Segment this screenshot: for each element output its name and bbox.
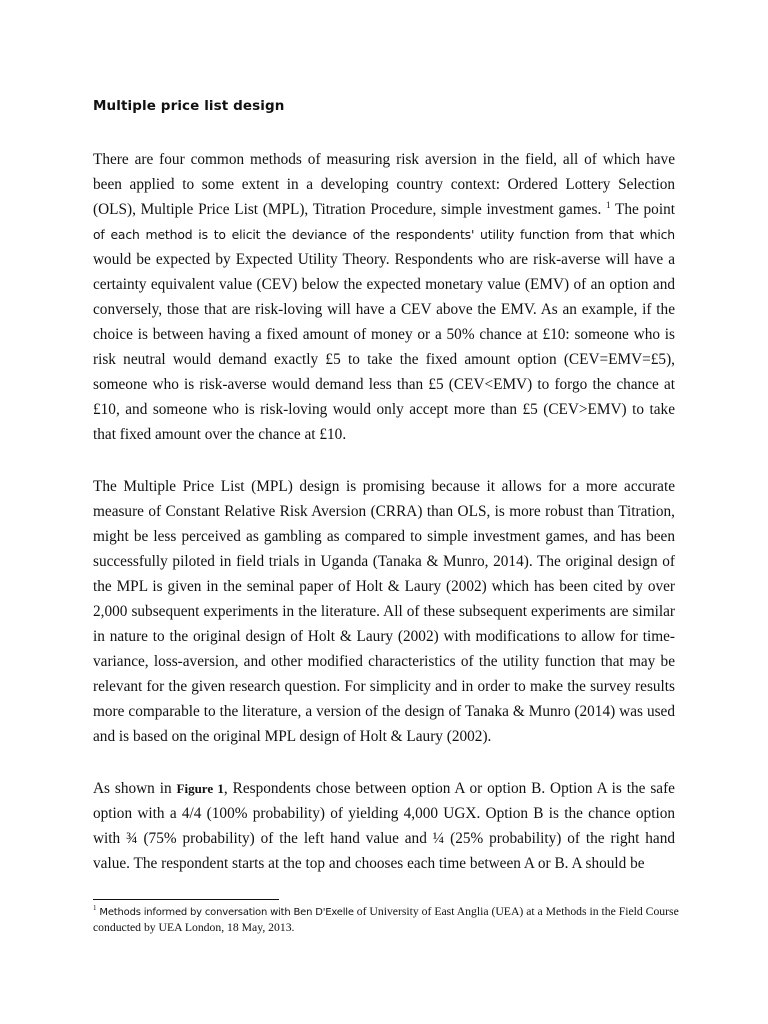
section-heading: Multiple price list design bbox=[93, 98, 285, 114]
p1-sentence-3: of each method is to elicit the deviance of the respondents' utility function from that which bbox=[93, 227, 675, 242]
footnote-lead: Methods informed by conversation with Ben D'Exelle bbox=[99, 907, 354, 918]
paragraph-figure-description bbox=[93, 776, 675, 876]
paragraph-mpl-design: The Multiple Price List (MPL) design is promising because it allows for a more accurate measure of Constant Relative Risk Aversion (CRRA) than OLS, is more robust than Titration, might be less perceived as gambling as compared to simple investment games, and has been successfully piloted in field trials in Uganda (Tanaka & Munro, 2014). The original design of the MPL is given in the seminal paper of Holt & Laury (2002) which has been cited by over 2,000 subsequent experiments in the literature. All of these subsequent experiments are similar in nature to the original design of Holt & Laury (2002) with modifications to allow for time-variance, loss-aversion, and other modified characteristics of the utility function that may be relevant for the given research question. For simplicity and in order to make the survey results more comparable to the literature, a version of the design of Tanaka & Munro (2014) was used and is based on the original MPL design of Holt & Laury (2002). bbox=[93, 478, 675, 745]
footnote bbox=[93, 904, 683, 935]
footnote-marker: 1 bbox=[93, 904, 97, 913]
p3-lead: As shown in bbox=[93, 780, 172, 797]
p3-rest: , Respondents chose between option A or option B. Option A is the safe option with a 4/4 (100% probability) of yielding 4,000 UGX. Option B is the chance option with ¾ (75% probability) of the left hand value and ¼ (25% probability) of the right hand value. The respondent starts at the top and chooses each time between A or B. A should be bbox=[93, 780, 675, 872]
p1-sentence-4: would be expected by Expected Utility Theory. Respondents who are risk-averse will have a certainty equivalent value (CEV) below the expected monetary value (EMV) of an option and conversely, those that are risk-loving will have a CEV above the EMV. As an example, if the choice is between having a fixed amount of money or a 50% chance at £10: someone who is risk neutral would demand exactly £5 to take the fixed amount option (CEV=EMV=£5), someone who is risk-averse would demand less than £5 (CEV<EMV) to forgo the chance at £10, and someone who is risk-loving would only accept more than £5 (CEV>EMV) to take that fixed amount over the chance at £10. bbox=[93, 251, 675, 443]
paragraph-risk-methods bbox=[93, 147, 675, 447]
p1-sentence-2: The point bbox=[615, 201, 675, 218]
footnote-reference[interactable]: 1 bbox=[606, 199, 611, 210]
footnote-divider bbox=[93, 899, 279, 900]
footnote-rest: of University of East Anglia (UEA) at a Methods in the Field Course conducted by UEA London, 18 May, 2013. bbox=[93, 905, 679, 934]
p1-sentence-1: There are four common methods of measuring risk aversion in the field, all of which have been applied to some extent in a developing country context: Ordered Lottery Selection (OLS), Multiple Price List (MPL), Titration Procedure, simple investment games. bbox=[93, 151, 675, 218]
figure-reference[interactable]: Figure 1 bbox=[176, 781, 224, 796]
